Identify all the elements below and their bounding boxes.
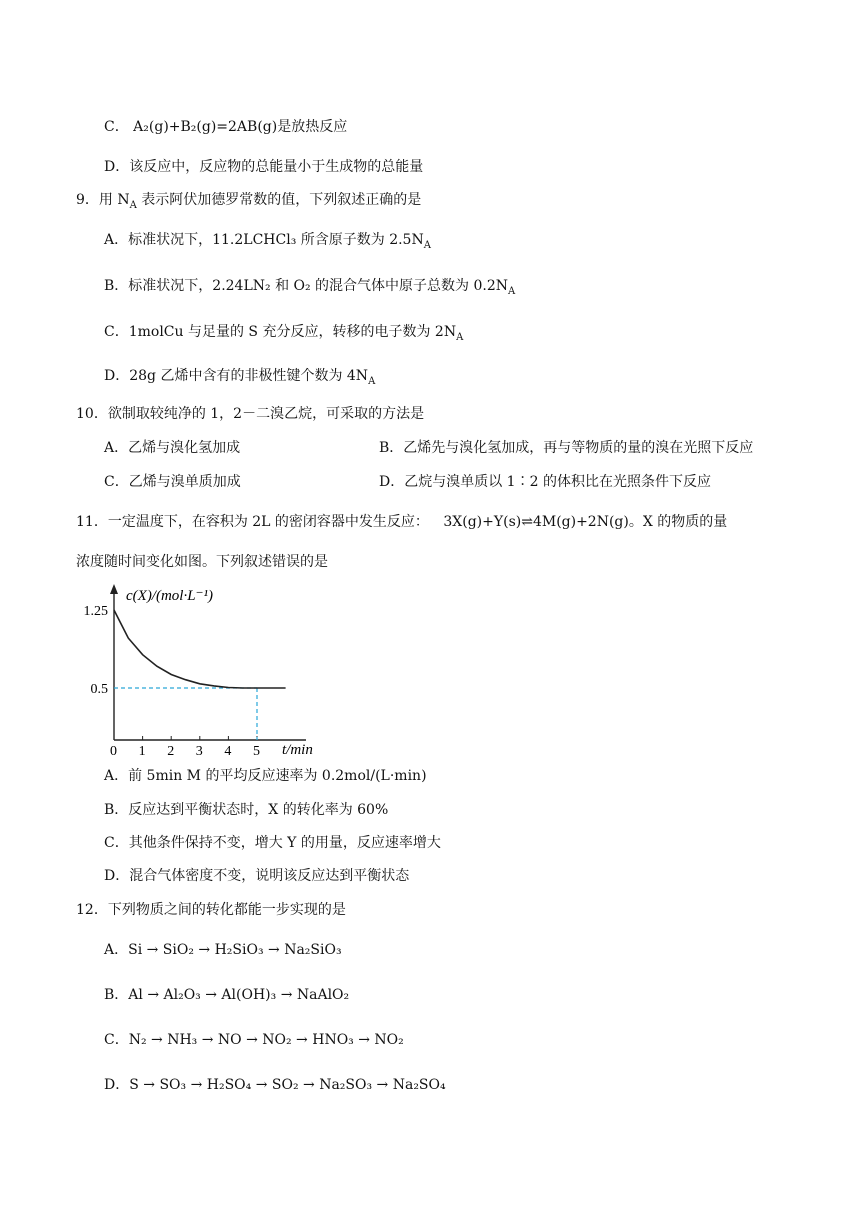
q12-option-c: C．N₂ → NH₃ → NO → NO₂ → HNO₃ → NO₂ [104,1032,404,1048]
q9-option-b: B．标准状况下，2.24LN₂ 和 O₂ 的混合气体中原子总数为 $0.2N_A$ [104,278,516,297]
q9-stem: 9．用 $N_A$ 表示阿伏加德罗常数的值，下列叙述正确的是 [76,192,422,211]
y-axis-arrow [110,584,118,594]
x-tick-label: 0 [110,744,117,759]
q10-option-c: C．乙烯与溴单质加成 [104,474,241,490]
q10-option-d: D．乙烷与溴单质以 1∶2 的体积比在光照条件下反应 [379,474,711,490]
q8-option-d: D．该反应中，反应物的总能量小于生成物的总能量 [104,159,424,175]
option-label: C． [104,119,129,135]
q8-option-c [104,117,347,137]
q11-stem-line1: 11．一定温度下，在容积为 2L 的密闭容器中发生反应： 3X(g)+Y(s)⇌4M(g)+2N(g)。X 的物质的量 [76,514,728,530]
q10-option-b: B．乙烯先与溴化氢加成，再与等物质的量的溴在光照下反应 [379,440,754,456]
q11-option-b: B．反应达到平衡状态时，X 的转化率为 60% [104,802,389,818]
reaction-formula: A₂(g)+B₂(g)=2AB(g) [133,119,278,135]
q11-option-d: D．混合气体密度不变，说明该反应达到平衡状态 [104,868,410,884]
q12-option-a: A．Si → SiO₂ → H₂SiO₃ → Na₂SiO₃ [104,942,342,958]
x-tick-label: 1 [138,744,146,759]
q12-stem: 12．下列物质之间的转化都能一步实现的是 [76,902,346,918]
option-text: 是放热反应 [277,119,348,135]
x-tick-label: 5 [253,744,260,759]
q10-stem: 10．欲制取较纯净的 1，2－二溴乙烷，可采取的方法是 [76,406,425,422]
x-tick-label: 3 [195,744,203,759]
concentration-time-graph [70,580,350,760]
q12-option-d: D．S → SO₃ → H₂SO₄ → SO₂ → Na₂SO₃ → Na₂SO₄ [104,1077,446,1093]
q11-option-c: C．其他条件保持不变，增大 Y 的用量，反应速率增大 [104,835,441,851]
tick-group [84,604,261,759]
q11-stem-line2: 浓度随时间变化如图。下列叙述错误的是 [76,554,328,570]
q10-option-a: A．乙烯与溴化氢加成 [104,440,241,456]
q9-option-c: C．1molCu 与足量的 S 充分反应，转移的电子数为 $2N_A$ [104,324,464,343]
y-axis-label: c(X)/(mol·L⁻¹) [126,588,213,604]
q11-option-a: A．前 5min M 的平均反应速率为 0.2mol/(L·min) [104,768,427,784]
q9-option-d: D．28g 乙烯中含有的非极性键个数为 $4N_A$ [104,368,376,387]
y-tick-label: 1.25 [83,604,108,619]
x-tick-label: 4 [224,744,232,759]
q12-option-b: B．Al → Al₂O₃ → Al(OH)₃ → NaAlO₂ [104,987,350,1003]
reaction-equation: 3X(g)+Y(s)⇌4M(g)+2N(g) [443,514,629,530]
concentration-curve [114,610,286,688]
q9-option-a: A．标准状况下，11.2LCHCl₃ 所含原子数为 $2.5N_A$ [104,232,431,251]
y-tick-label: 0.5 [90,682,108,697]
x-axis-label: t/min [282,742,313,758]
x-tick-label: 2 [167,744,175,759]
